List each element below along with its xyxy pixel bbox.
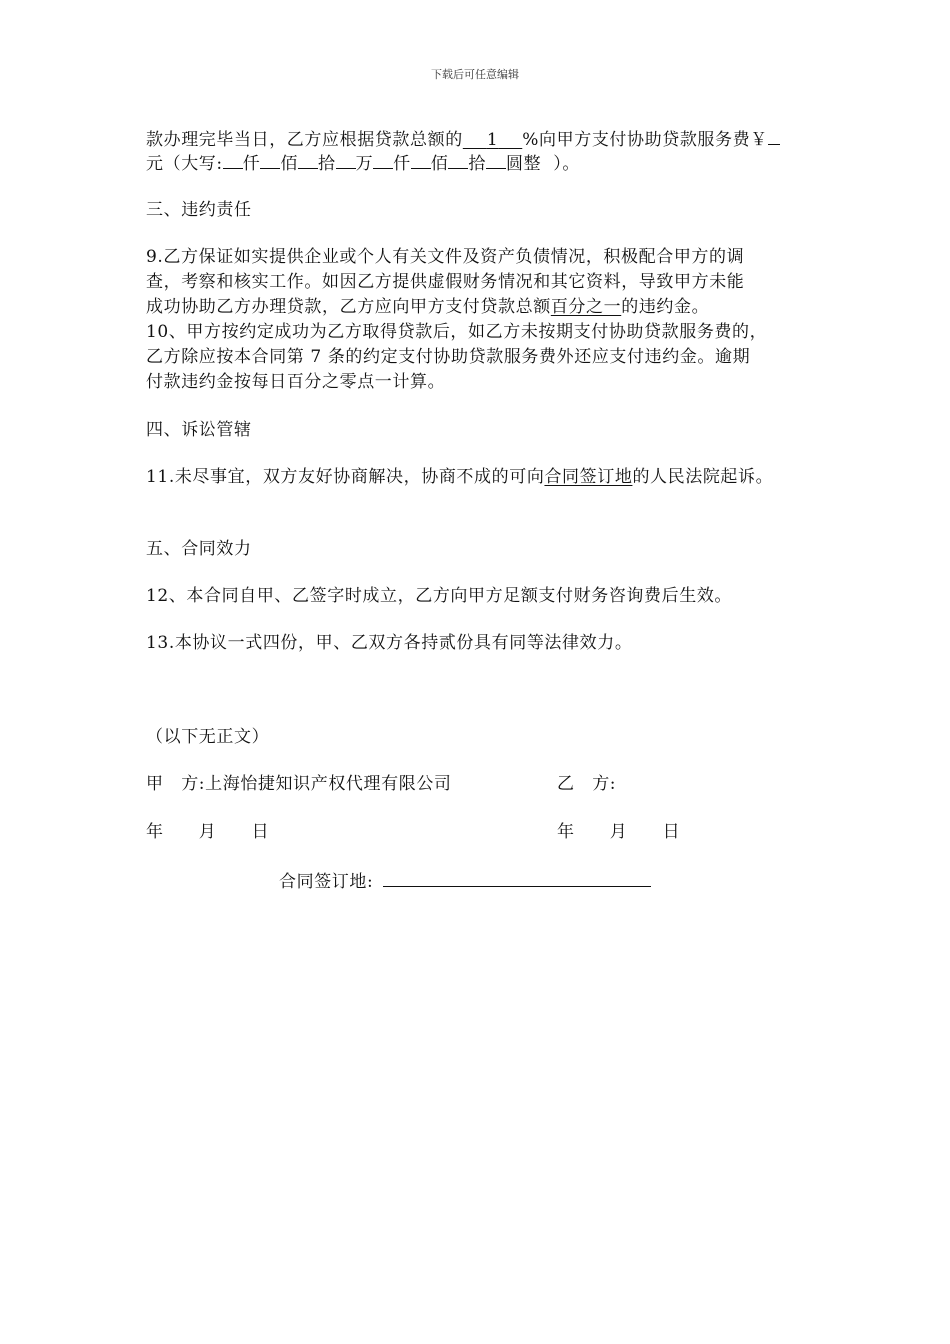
fee-clause-line-1: [146, 128, 780, 152]
fee-clause-text: 款办理完毕当日，乙方应根据贷款总额的: [146, 130, 463, 150]
unit-label: 仟: [242, 154, 261, 174]
clause-11: 11.未尽事宜，双方友好协商解决，协商不成的可向合同签订地的人民法院起诉。: [146, 467, 774, 487]
unit-label: 万: [355, 154, 374, 174]
contract-place-ref: 合同签订地: [544, 467, 633, 487]
unit-label: 仟: [393, 154, 411, 174]
penalty-rate: 百分之一: [550, 297, 622, 317]
unit-label: 拾: [468, 154, 486, 174]
clause-13: 13.本协议一式四份，甲、乙双方各持贰份具有同等法律效力。: [146, 633, 633, 653]
clause-9-line-3: 成功协助乙方办理贷款，乙方应向甲方支付贷款总额百分之一的违约金。: [146, 297, 710, 317]
party-b-date: 年 月 日: [557, 822, 681, 842]
no-further-text: （以下无正文）: [146, 727, 270, 747]
clause-12: 12、本合同自甲、乙签字时成立，乙方向甲方足额支付财务咨询费后生效。: [146, 586, 733, 606]
clause-10-line-3: 付款违约金按每日百分之零点一计算。: [146, 372, 446, 392]
clause-9-line-1: 9.乙方保证如实提供企业或个人有关文件及资产负债情况，积极配合甲方的调: [146, 247, 745, 267]
fee-rate-value: 1: [486, 130, 499, 150]
unit-label: 佰: [430, 154, 449, 174]
unit-label: 圆整: [506, 154, 542, 174]
page-header-note: 下载后可任意编辑: [431, 68, 519, 81]
contract-place: [279, 868, 651, 894]
party-b-signature: 乙 方:: [557, 774, 617, 794]
section-heading-jurisdiction: 四、诉讼管辖: [146, 420, 252, 440]
fee-clause-text: %向甲方支付协助贷款服务费￥: [522, 130, 768, 150]
amount-words-label: 元（大写:: [146, 154, 223, 174]
party-a-date: 年 月 日: [146, 822, 270, 842]
fee-amount-blank: [768, 128, 780, 145]
fee-clause-line-2: [146, 152, 580, 176]
clause-9-line-2: 查，考察和核实工作。如因乙方提供虚假财务情况和其它资料，导致甲方未能: [146, 272, 745, 292]
unit-label: 拾: [317, 154, 336, 174]
clause-10-line-1: 10、甲方按约定成功为乙方取得贷款后，如乙方未按期支付协助贷款服务费的，: [146, 322, 768, 342]
contract-place-blank: [383, 868, 651, 887]
party-a-signature: 甲 方:上海怡捷知识产权代理有限公司: [146, 774, 452, 794]
section-heading-breach: 三、违约责任: [146, 200, 252, 220]
unit-label: 佰: [280, 154, 298, 174]
contract-place-label: 合同签订地:: [279, 872, 374, 892]
clause-10-line-2: 乙方除应按本合同第 7 条的约定支付协助贷款服务费外还应支付违约金。逾期: [146, 347, 751, 367]
amount-words-end: ）。: [553, 154, 580, 174]
section-heading-validity: 五、合同效力: [146, 539, 252, 559]
